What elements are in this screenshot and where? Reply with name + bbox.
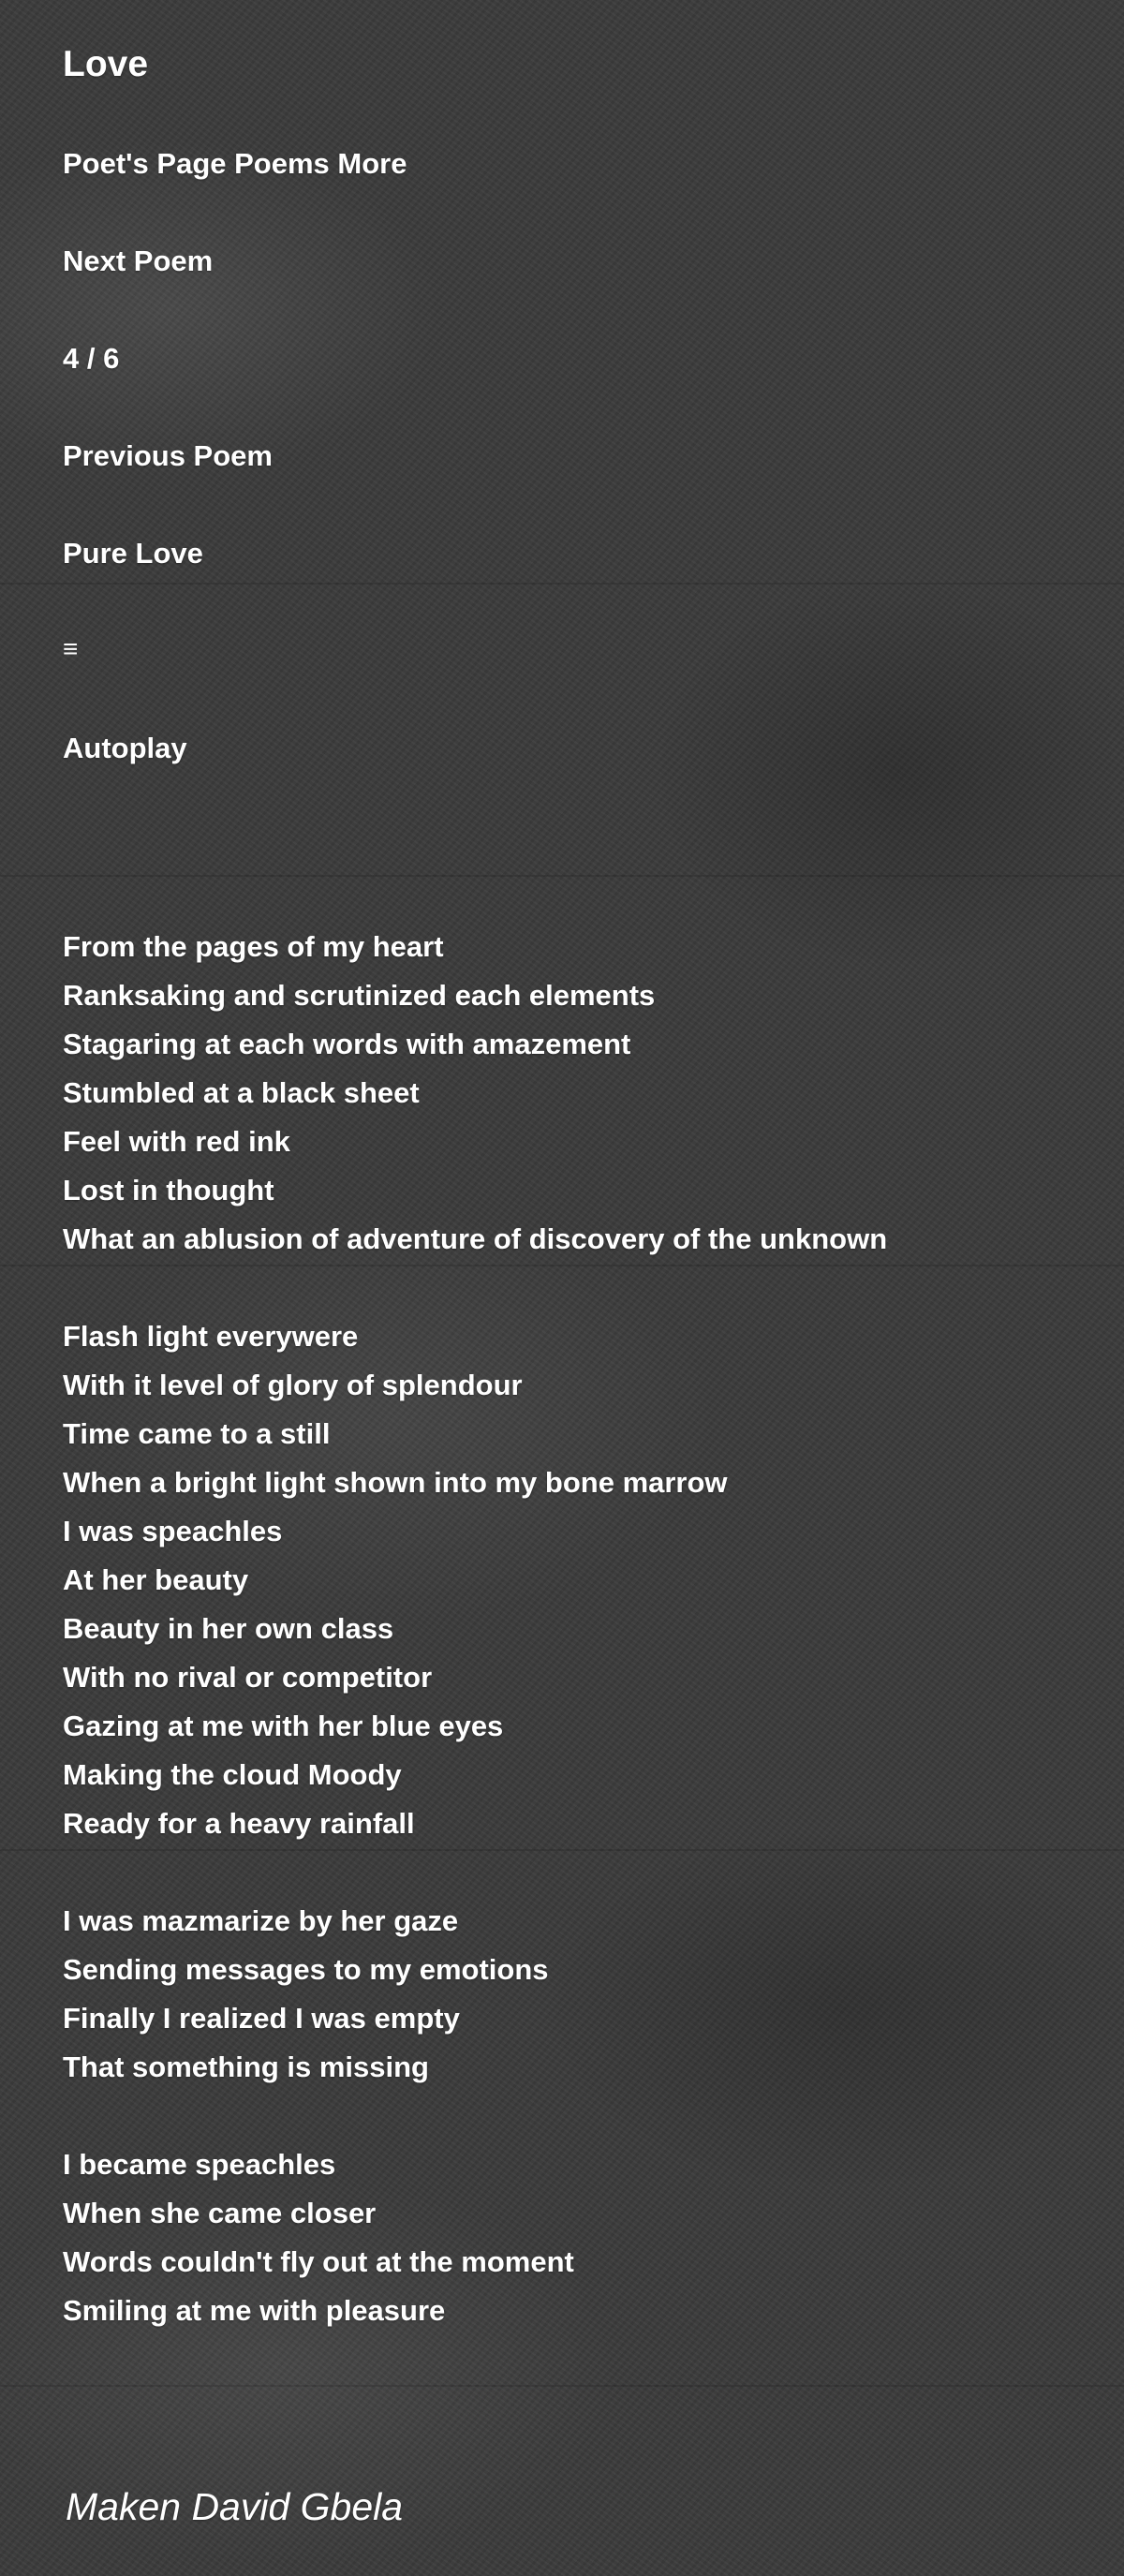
poem-line: Gazing at me with her blue eyes — [63, 1710, 504, 1742]
poem-stanza — [63, 2140, 1093, 2335]
autoplay-button[interactable]: Autoplay — [63, 732, 187, 764]
poem-line: Stagaring at each words with amazement — [63, 1028, 631, 1060]
poem-line: At her beauty — [63, 1563, 249, 1596]
poem-line: Ranksaking and scrutinized each elements — [63, 979, 656, 1012]
background-band — [0, 2385, 1124, 2387]
poem-line: With it level of glory of splendour — [63, 1369, 523, 1401]
poem-line: Making the cloud Moody — [63, 1758, 402, 1791]
poem-body — [63, 923, 1093, 2384]
poem-line: Words couldn't fly out at the moment — [63, 2245, 574, 2278]
background-band — [0, 875, 1124, 877]
poem-line: Feel with red ink — [63, 1125, 290, 1158]
poem-line: With no rival or competitor — [63, 1661, 433, 1694]
poem-line: Ready for a heavy rainfall — [63, 1807, 415, 1840]
previous-poem-link[interactable]: Previous Poem — [63, 439, 273, 472]
poem-line: I was mazmarize by her gaze — [63, 1904, 459, 1937]
poem-line: Finally I realized I was empty — [63, 2002, 460, 2035]
poets-page-link[interactable]: Poet's Page Poems More — [63, 147, 407, 180]
poem-stanza — [63, 923, 1093, 1264]
poem-stanza — [63, 1312, 1093, 1848]
background-band — [0, 583, 1124, 585]
author-name: Maken David Gbela — [66, 2485, 404, 2528]
poem-line: When she came closer — [63, 2197, 377, 2229]
poem-line: Beauty in her own class — [63, 1612, 394, 1645]
poem-stanza — [63, 1897, 1093, 2092]
poem-line: Time came to a still — [63, 1417, 331, 1450]
poem-counter: 4 / 6 — [63, 342, 120, 375]
poem-line: Lost in thought — [63, 1174, 274, 1207]
poem-line: I became speachles — [63, 2148, 336, 2181]
menu-icon[interactable]: ≡ — [63, 634, 79, 663]
poem-line: Sending messages to my emotions — [63, 1953, 549, 1986]
poem-line: Flash light everywere — [63, 1320, 359, 1353]
next-poem-link[interactable]: Next Poem — [63, 244, 214, 277]
poem-title: Love — [63, 44, 149, 84]
poem-line: That something is missing — [63, 2050, 429, 2083]
poem-line: When a bright light shown into my bone marrow — [63, 1466, 728, 1499]
poem-line: From the pages of my heart — [63, 930, 444, 963]
poem-line: I was speachles — [63, 1515, 283, 1547]
poem-line: Stumbled at a black sheet — [63, 1076, 420, 1109]
poem-line: Smiling at me with pleasure — [63, 2294, 446, 2327]
previous-poem-title-link[interactable]: Pure Love — [63, 537, 203, 570]
poem-line: What an ablusion of adventure of discovery of the unknown — [63, 1222, 888, 1255]
